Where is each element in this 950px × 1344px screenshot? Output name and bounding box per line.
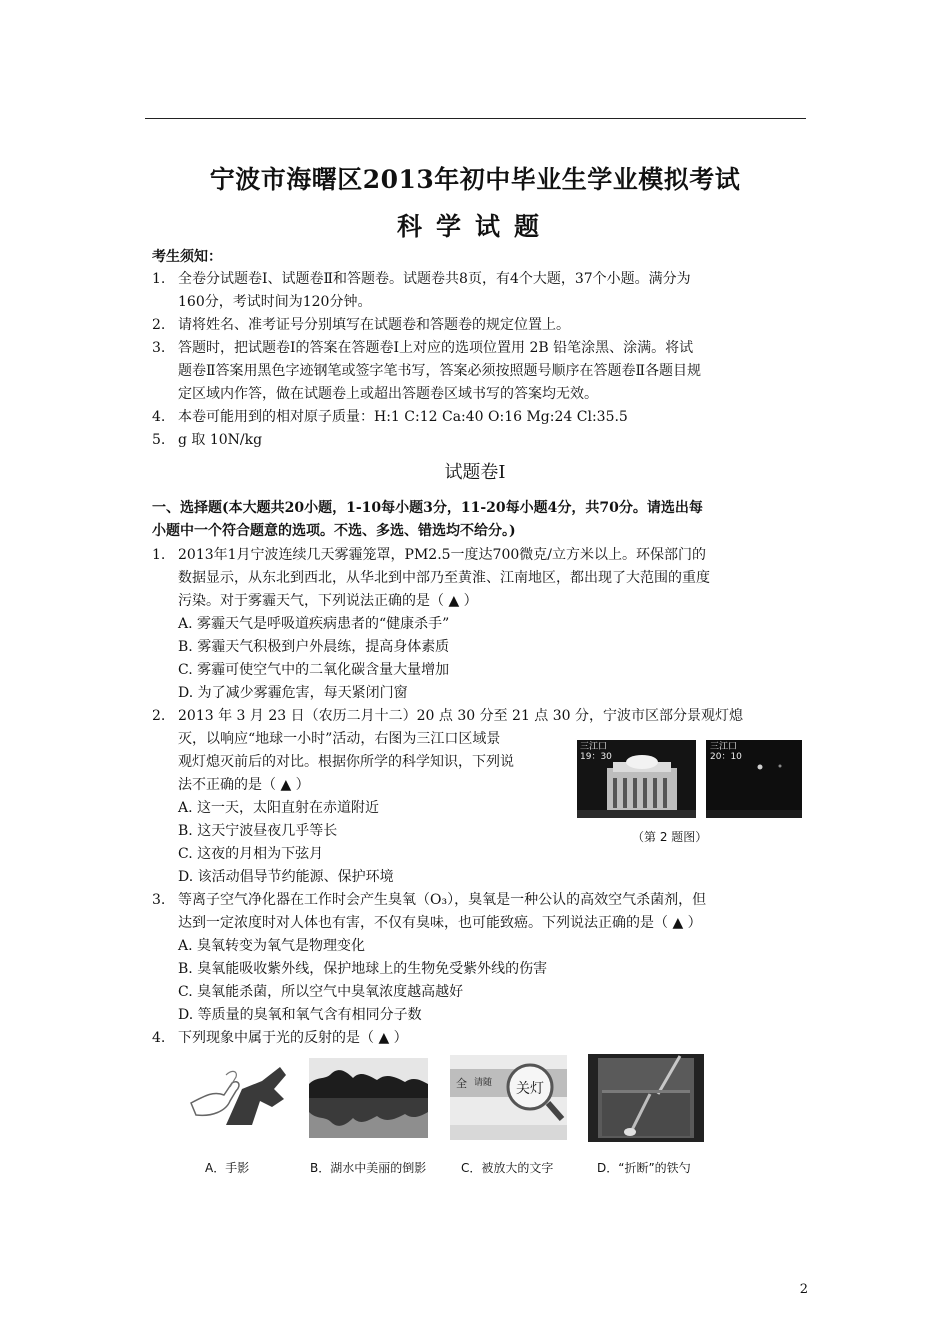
notice-line: 定区域内作答，做在试题卷上或超出答题卷区域书写的答案均无效。 bbox=[178, 386, 598, 402]
question-number: 2. bbox=[152, 708, 166, 724]
option: B. 臭氧能吸收紫外线，保护地球上的生物免受紫外线的伤害 bbox=[178, 961, 548, 977]
magnifier-text-2: 请随 bbox=[474, 1078, 493, 1088]
option: D. 为了减少雾霾危害，每天紧闭门窗 bbox=[178, 685, 408, 701]
notice-num-3: 3. bbox=[152, 340, 166, 356]
photo-lights-off bbox=[706, 740, 802, 818]
question-text: 等离子空气净化器在工作时会产生臭氧（O₃），臭氧是一种公认的高效空气杀菌剂，但 bbox=[178, 892, 707, 908]
question-text: 下列现象中属于光的反射的是（ ▲ ） bbox=[178, 1030, 408, 1046]
option-caption: D．“折断”的铁勺 bbox=[597, 1161, 691, 1175]
notice-num-4: 4. bbox=[152, 409, 166, 425]
exam-title: 宁波市海曙区2013年初中毕业生学业模拟考试 bbox=[209, 165, 741, 194]
option-caption: B．湖水中美丽的倒影 bbox=[310, 1161, 427, 1175]
question-number: 1. bbox=[152, 547, 166, 563]
option-caption: C．被放大的文字 bbox=[461, 1161, 554, 1175]
section-intro: 一、选择题(本大题共20小题，1-10每小题3分，11-20每小题4分，共70分。请选出每 bbox=[152, 500, 703, 516]
header-rule bbox=[145, 118, 806, 119]
option: A. 雾霾天气是呼吸道疾病患者的“健康杀手” bbox=[178, 616, 450, 632]
question-text: 污染。对于雾霾天气，下列说法正确的是（ ▲ ） bbox=[178, 593, 478, 609]
page-number: 2 bbox=[799, 1282, 808, 1297]
question-text: 法不正确的是（ ▲ ） bbox=[178, 777, 310, 793]
section-intro: 小题中一个符合题意的选项。不选、多选、错选均不给分。) bbox=[152, 523, 516, 539]
exam-subtitle: 科学试题 bbox=[396, 212, 553, 241]
photo-label-time: 19：30 bbox=[580, 752, 612, 762]
notice-line: 全卷分试题卷Ⅰ、试题卷Ⅱ和答题卷。试题卷共8页，有4个大题，37个小题。满分为 bbox=[178, 271, 691, 287]
option: C. 这夜的月相为下弦月 bbox=[178, 846, 324, 862]
notice-num-5: 5. bbox=[152, 432, 166, 448]
question-number: 4. bbox=[152, 1030, 166, 1046]
image-hand-shadow bbox=[186, 1055, 291, 1135]
question-text: 数据显示，从东北到西北，从华北到中部乃至黄淮、江南地区，都出现了大范围的重度 bbox=[178, 570, 710, 586]
image-magnified-text bbox=[450, 1055, 567, 1140]
notice-line: 160分，考试时间为120分钟。 bbox=[178, 294, 372, 310]
option: A. 这一天，太阳直射在赤道附近 bbox=[178, 800, 380, 816]
image-lake-reflection bbox=[309, 1058, 428, 1138]
notice-line: 请将姓名、准考证号分别填写在试题卷和答题卷的规定位置上。 bbox=[178, 317, 570, 333]
notice-line: g 取 10N/kg bbox=[178, 432, 263, 448]
section-title: 试题卷Ⅰ bbox=[444, 462, 506, 483]
photo-label-place: 三江口 bbox=[710, 742, 738, 752]
magnifier-text-3: 关灯 bbox=[516, 1081, 544, 1097]
option: D. 该活动倡导节约能源、保护环境 bbox=[178, 869, 394, 885]
question-number: 3. bbox=[152, 892, 166, 908]
figure-caption: （第 2 题图） bbox=[632, 830, 708, 844]
notice-line: 题卷Ⅱ答案用黑色字迹钢笔或签字笔书写，答案必须按照题号顺序在答题卷Ⅱ各题目规 bbox=[178, 363, 702, 379]
question-text: 观灯熄灭前后的对比。根据你所学的科学知识，下列说 bbox=[178, 754, 514, 770]
photo-label-time: 20：10 bbox=[710, 752, 742, 762]
notice-line: 本卷可能用到的相对原子质量：H:1 C:12 Ca:40 O:16 Mg:24 Cl:35.5 bbox=[178, 409, 628, 425]
notice-num-2: 2. bbox=[152, 317, 166, 333]
notice-line: 答题时，把试题卷Ⅰ的答案在答题卷Ⅰ上对应的选项位置用 2B 铅笔涂黑、涂满。将试 bbox=[178, 340, 694, 356]
option-caption: A．手影 bbox=[205, 1161, 250, 1175]
magnifier-text-1: 全 bbox=[456, 1077, 467, 1090]
question-text: 2013年1月宁波连续几天雾霾笼罩，PM2.5一度达700微克/立方米以上。环保部门的 bbox=[178, 547, 706, 563]
notice-num-1: 1. bbox=[152, 271, 166, 287]
option: D. 等质量的臭氧和氧气含有相同分子数 bbox=[178, 1007, 422, 1023]
notice-heading: 考生须知： bbox=[152, 249, 222, 265]
photo-label-place: 三江口 bbox=[580, 742, 608, 752]
photo-lights-on bbox=[577, 740, 696, 818]
option: B. 雾霾天气积极到户外晨练，提高身体素质 bbox=[178, 639, 450, 655]
option: C. 雾霾可使空气中的二氧化碳含量大量增加 bbox=[178, 662, 450, 678]
question-text: 达到一定浓度时对人体也有害，不仅有臭味，也可能致癌。下列说法正确的是（ ▲ ） bbox=[178, 915, 702, 931]
question-text: 灭，以响应“地球一小时”活动，右图为三江口区域景 bbox=[178, 731, 501, 747]
option: B. 这天宁波昼夜几乎等长 bbox=[178, 823, 338, 839]
option: C. 臭氧能杀菌，所以空气中臭氧浓度越高越好 bbox=[178, 984, 464, 1000]
question-text: 2013 年 3 月 23 日（农历二月十二）20 点 30 分至 21 点 30 分，宁波市区部分景观灯熄 bbox=[178, 708, 744, 724]
image-broken-spoon bbox=[588, 1054, 704, 1142]
option: A. 臭氧转变为氧气是物理变化 bbox=[178, 938, 366, 954]
